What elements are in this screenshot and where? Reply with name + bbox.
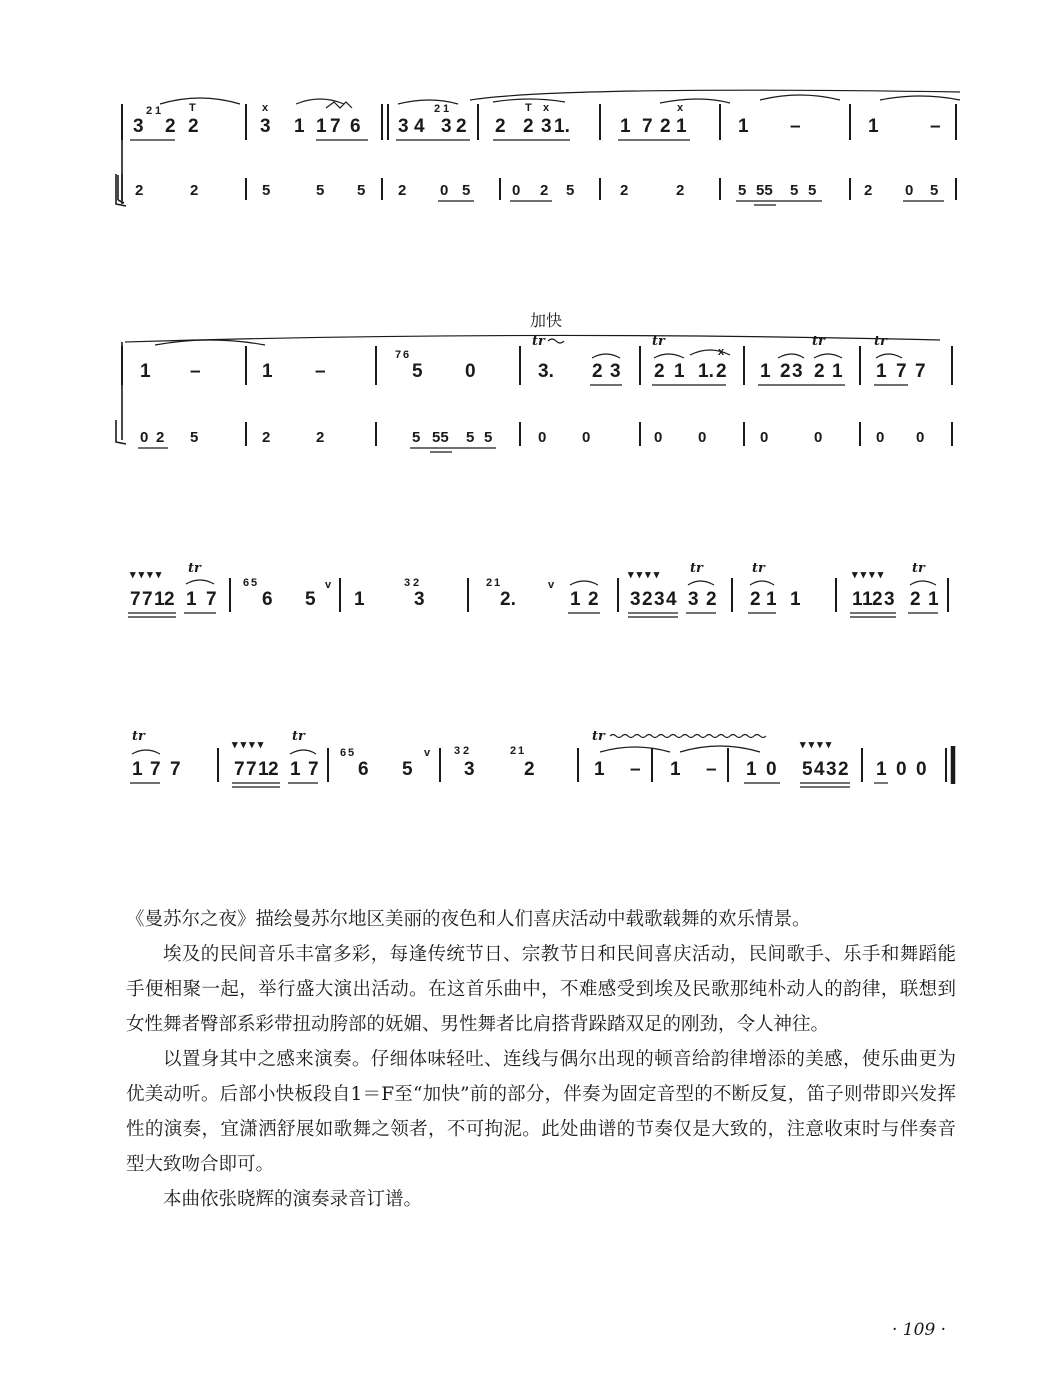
svg-text:2: 2 <box>660 116 671 137</box>
svg-text:7: 7 <box>395 349 402 361</box>
svg-text:1: 1 <box>140 361 151 382</box>
svg-text:1: 1 <box>570 589 581 610</box>
svg-text:1: 1 <box>354 589 365 610</box>
svg-text:5: 5 <box>802 759 813 780</box>
svg-text:–: – <box>190 361 201 382</box>
svg-text:2: 2 <box>316 429 325 446</box>
svg-text:0: 0 <box>440 182 449 199</box>
svg-text:0: 0 <box>905 182 914 199</box>
svg-text:1: 1 <box>852 589 863 610</box>
svg-text:5: 5 <box>808 182 817 199</box>
svg-text:0: 0 <box>654 429 663 446</box>
svg-text:2: 2 <box>165 116 176 137</box>
paragraph-4: 本曲依张晓辉的演奏录音订谱。 <box>163 1189 423 1210</box>
svg-text:tr: tr <box>132 729 145 744</box>
svg-text:2: 2 <box>592 361 603 382</box>
page-number: · 109 · <box>892 1320 947 1340</box>
svg-text:5: 5 <box>566 182 575 199</box>
svg-text:1: 1 <box>258 759 269 780</box>
svg-text:3: 3 <box>688 589 699 610</box>
svg-text:1: 1 <box>862 589 873 610</box>
svg-text:2: 2 <box>716 361 727 382</box>
svg-text:5: 5 <box>484 429 493 446</box>
svg-text:55: 55 <box>432 429 449 446</box>
svg-text:5: 5 <box>251 577 258 589</box>
svg-text:2: 2 <box>156 429 165 446</box>
svg-text:0: 0 <box>582 429 591 446</box>
svg-text:1: 1 <box>766 589 777 610</box>
svg-text:1: 1 <box>620 116 631 137</box>
svg-text:5: 5 <box>412 429 421 446</box>
svg-text:0: 0 <box>760 429 769 446</box>
svg-text:2.: 2. <box>500 589 516 610</box>
svg-text:3: 3 <box>541 116 552 137</box>
svg-text:4: 4 <box>414 116 425 137</box>
svg-text:7: 7 <box>308 759 319 780</box>
svg-text:2: 2 <box>262 429 271 446</box>
svg-text:x: x <box>677 102 684 114</box>
svg-text:▾ ▾ ▾ ▾: ▾ ▾ ▾ ▾ <box>852 569 884 581</box>
svg-text:2: 2 <box>910 589 921 610</box>
svg-text:5: 5 <box>190 429 199 446</box>
svg-text:6: 6 <box>403 349 410 361</box>
svg-text:1: 1 <box>760 361 771 382</box>
svg-text:1: 1 <box>294 116 305 137</box>
paragraph-3: 以置身其中之感来演奏。仔细体味轻吐、连线与偶尔出现的顿音给韵律增添的美感，使乐曲更为优美动听。后部小快板段自1＝F至“加快”前的部分，伴奏为固定音型的不断反复，笛子则带即兴发挥性的演奏，宜潇洒舒展如歌舞之领者，不可拘泥。此处曲谱的节奏仅是大致的，注意收束时与伴奏音型大致吻合即可。 <box>126 1049 956 1175</box>
svg-text:1: 1 <box>832 361 843 382</box>
svg-text:2: 2 <box>268 759 279 780</box>
svg-text:5: 5 <box>930 182 939 199</box>
svg-text:1.: 1. <box>554 116 570 137</box>
svg-text:7: 7 <box>130 589 141 610</box>
svg-text:3: 3 <box>884 589 895 610</box>
svg-text:▾ ▾ ▾ ▾: ▾ ▾ ▾ ▾ <box>232 739 264 751</box>
svg-text:3: 3 <box>464 759 475 780</box>
svg-text:1: 1 <box>290 759 301 780</box>
svg-text:0: 0 <box>766 759 777 780</box>
svg-text:3: 3 <box>792 361 803 382</box>
svg-text:2: 2 <box>463 745 470 757</box>
svg-text:1: 1 <box>676 116 687 137</box>
svg-text:0: 0 <box>916 429 925 446</box>
svg-text:0: 0 <box>538 429 547 446</box>
svg-text:1.: 1. <box>698 361 714 382</box>
svg-text:v: v <box>424 747 431 759</box>
svg-text:▾ ▾ ▾ ▾: ▾ ▾ ▾ ▾ <box>800 739 832 751</box>
svg-text:2: 2 <box>588 589 599 610</box>
svg-text:v: v <box>325 579 332 591</box>
svg-text:5: 5 <box>462 182 471 199</box>
svg-text:3: 3 <box>414 589 425 610</box>
svg-text:x: x <box>262 102 269 114</box>
svg-text:2: 2 <box>523 116 534 137</box>
paragraph-2: 埃及的民间音乐丰富多彩，每逢传统节日、宗教节日和民间喜庆活动，民间歌手、乐手和舞蹈能手便相聚一起，举行盛大演出活动。在这首乐曲中，不难感受到埃及民歌那纯朴动人的韵律，联想到女性舞者臀部系彩带扭动胯部的妩媚、男性舞者比肩搭背跺踏双足的刚劲，令人神往。 <box>126 944 956 1035</box>
svg-text:2: 2 <box>456 116 467 137</box>
svg-text:–: – <box>790 116 801 137</box>
svg-text:7: 7 <box>330 116 341 137</box>
svg-text:1: 1 <box>876 361 887 382</box>
svg-text:1: 1 <box>738 116 749 137</box>
svg-text:7: 7 <box>170 759 181 780</box>
svg-text:2: 2 <box>190 182 199 199</box>
svg-text:–: – <box>706 759 717 780</box>
svg-text:3: 3 <box>826 759 837 780</box>
svg-text:1: 1 <box>928 589 939 610</box>
svg-text:5: 5 <box>262 182 271 199</box>
svg-text:0: 0 <box>140 429 149 446</box>
svg-text:2: 2 <box>864 182 873 199</box>
svg-text:1: 1 <box>132 759 143 780</box>
svg-text:1: 1 <box>670 759 681 780</box>
svg-text:1: 1 <box>155 105 162 117</box>
svg-text:5: 5 <box>402 759 413 780</box>
svg-text:5: 5 <box>305 589 316 610</box>
svg-text:v: v <box>548 579 555 591</box>
svg-text:2: 2 <box>398 182 407 199</box>
svg-text:1: 1 <box>674 361 685 382</box>
svg-text:2: 2 <box>495 116 506 137</box>
svg-text:55: 55 <box>756 182 773 199</box>
svg-text:3: 3 <box>610 361 621 382</box>
svg-text:tr: tr <box>912 561 925 576</box>
svg-text:1: 1 <box>746 759 757 780</box>
svg-text:7: 7 <box>150 759 161 780</box>
svg-text:2: 2 <box>510 745 517 757</box>
svg-text:2: 2 <box>188 116 199 137</box>
svg-text:1: 1 <box>518 745 525 757</box>
svg-text:1: 1 <box>868 116 879 137</box>
svg-text:7: 7 <box>234 759 245 780</box>
svg-text:1: 1 <box>262 361 273 382</box>
svg-text:2: 2 <box>524 759 535 780</box>
svg-text:1: 1 <box>443 103 450 115</box>
svg-text:2: 2 <box>620 182 629 199</box>
svg-text:tr: tr <box>292 729 305 744</box>
svg-text:2: 2 <box>486 577 493 589</box>
svg-text:2: 2 <box>434 103 441 115</box>
score-system-3 <box>128 561 948 617</box>
svg-text:7: 7 <box>915 361 926 382</box>
svg-text:tr: tr <box>874 334 887 349</box>
svg-text:tr: tr <box>532 334 545 349</box>
svg-text:3: 3 <box>654 589 665 610</box>
tempo-mark: 加快 <box>530 311 563 330</box>
svg-text:T: T <box>189 102 196 114</box>
svg-text:tr: tr <box>812 334 825 349</box>
svg-text:0: 0 <box>876 429 885 446</box>
svg-text:tr: tr <box>188 561 201 576</box>
svg-text:3: 3 <box>441 116 452 137</box>
svg-text:x: x <box>718 346 725 358</box>
svg-text:5: 5 <box>348 747 355 759</box>
svg-text:4: 4 <box>666 589 677 610</box>
svg-text:2: 2 <box>642 589 653 610</box>
svg-text:2: 2 <box>654 361 665 382</box>
svg-text:7: 7 <box>142 589 153 610</box>
svg-text:▾ ▾ ▾ ▾: ▾ ▾ ▾ ▾ <box>628 569 660 581</box>
svg-text:7: 7 <box>206 589 217 610</box>
svg-text:6: 6 <box>350 116 361 137</box>
svg-text:3: 3 <box>404 577 411 589</box>
svg-text:5: 5 <box>738 182 747 199</box>
svg-text:3.: 3. <box>538 361 554 382</box>
svg-text:2: 2 <box>750 589 761 610</box>
svg-text:7: 7 <box>642 116 653 137</box>
svg-text:tr: tr <box>652 334 665 349</box>
svg-text:0: 0 <box>916 759 927 780</box>
svg-text:–: – <box>630 759 641 780</box>
svg-text:2: 2 <box>164 589 175 610</box>
svg-text:5: 5 <box>790 182 799 199</box>
svg-text:tr: tr <box>690 561 703 576</box>
svg-text:2: 2 <box>676 182 685 199</box>
score-system-2 <box>116 311 952 452</box>
svg-text:2: 2 <box>838 759 849 780</box>
svg-text:5: 5 <box>466 429 475 446</box>
svg-text:–: – <box>315 361 326 382</box>
svg-text:x: x <box>543 102 550 114</box>
svg-text:1: 1 <box>186 589 197 610</box>
paragraph-1: 《曼苏尔之夜》描绘曼苏尔地区美丽的夜色和人们喜庆活动中载歌载舞的欢乐情景。 <box>126 909 811 930</box>
svg-text:tr: tr <box>592 729 605 744</box>
commentary-text <box>126 902 956 1217</box>
svg-text:1: 1 <box>316 116 327 137</box>
svg-text:tr: tr <box>752 561 765 576</box>
svg-text:0: 0 <box>814 429 823 446</box>
svg-text:0: 0 <box>512 182 521 199</box>
svg-text:7: 7 <box>896 361 907 382</box>
svg-text:2: 2 <box>413 577 420 589</box>
svg-text:1: 1 <box>594 759 605 780</box>
svg-text:2: 2 <box>814 361 825 382</box>
svg-text:0: 0 <box>465 361 476 382</box>
svg-text:3: 3 <box>398 116 409 137</box>
svg-text:1: 1 <box>876 759 887 780</box>
svg-text:6: 6 <box>358 759 369 780</box>
svg-text:3: 3 <box>133 116 144 137</box>
svg-text:3: 3 <box>454 745 461 757</box>
svg-text:6: 6 <box>243 577 250 589</box>
svg-text:2: 2 <box>146 105 153 117</box>
svg-text:6: 6 <box>262 589 273 610</box>
svg-text:4: 4 <box>814 759 825 780</box>
score-system-1 <box>116 90 960 206</box>
svg-text:T: T <box>525 102 532 114</box>
svg-text:–: – <box>930 116 941 137</box>
svg-text:5: 5 <box>357 182 366 199</box>
svg-text:1: 1 <box>790 589 801 610</box>
svg-text:6: 6 <box>340 747 347 759</box>
svg-text:2: 2 <box>540 182 549 199</box>
svg-text:5: 5 <box>412 361 423 382</box>
svg-text:1: 1 <box>494 577 501 589</box>
score-system-4 <box>130 729 953 787</box>
svg-text:7: 7 <box>246 759 257 780</box>
svg-text:2: 2 <box>135 182 144 199</box>
svg-text:2: 2 <box>872 589 883 610</box>
svg-text:3: 3 <box>260 116 271 137</box>
svg-text:3: 3 <box>630 589 641 610</box>
svg-text:0: 0 <box>896 759 907 780</box>
svg-text:2: 2 <box>780 361 791 382</box>
svg-text:1: 1 <box>154 589 165 610</box>
svg-text:0: 0 <box>698 429 707 446</box>
svg-text:▾ ▾ ▾ ▾: ▾ ▾ ▾ ▾ <box>130 569 162 581</box>
svg-text:5: 5 <box>316 182 325 199</box>
svg-text:2: 2 <box>706 589 717 610</box>
